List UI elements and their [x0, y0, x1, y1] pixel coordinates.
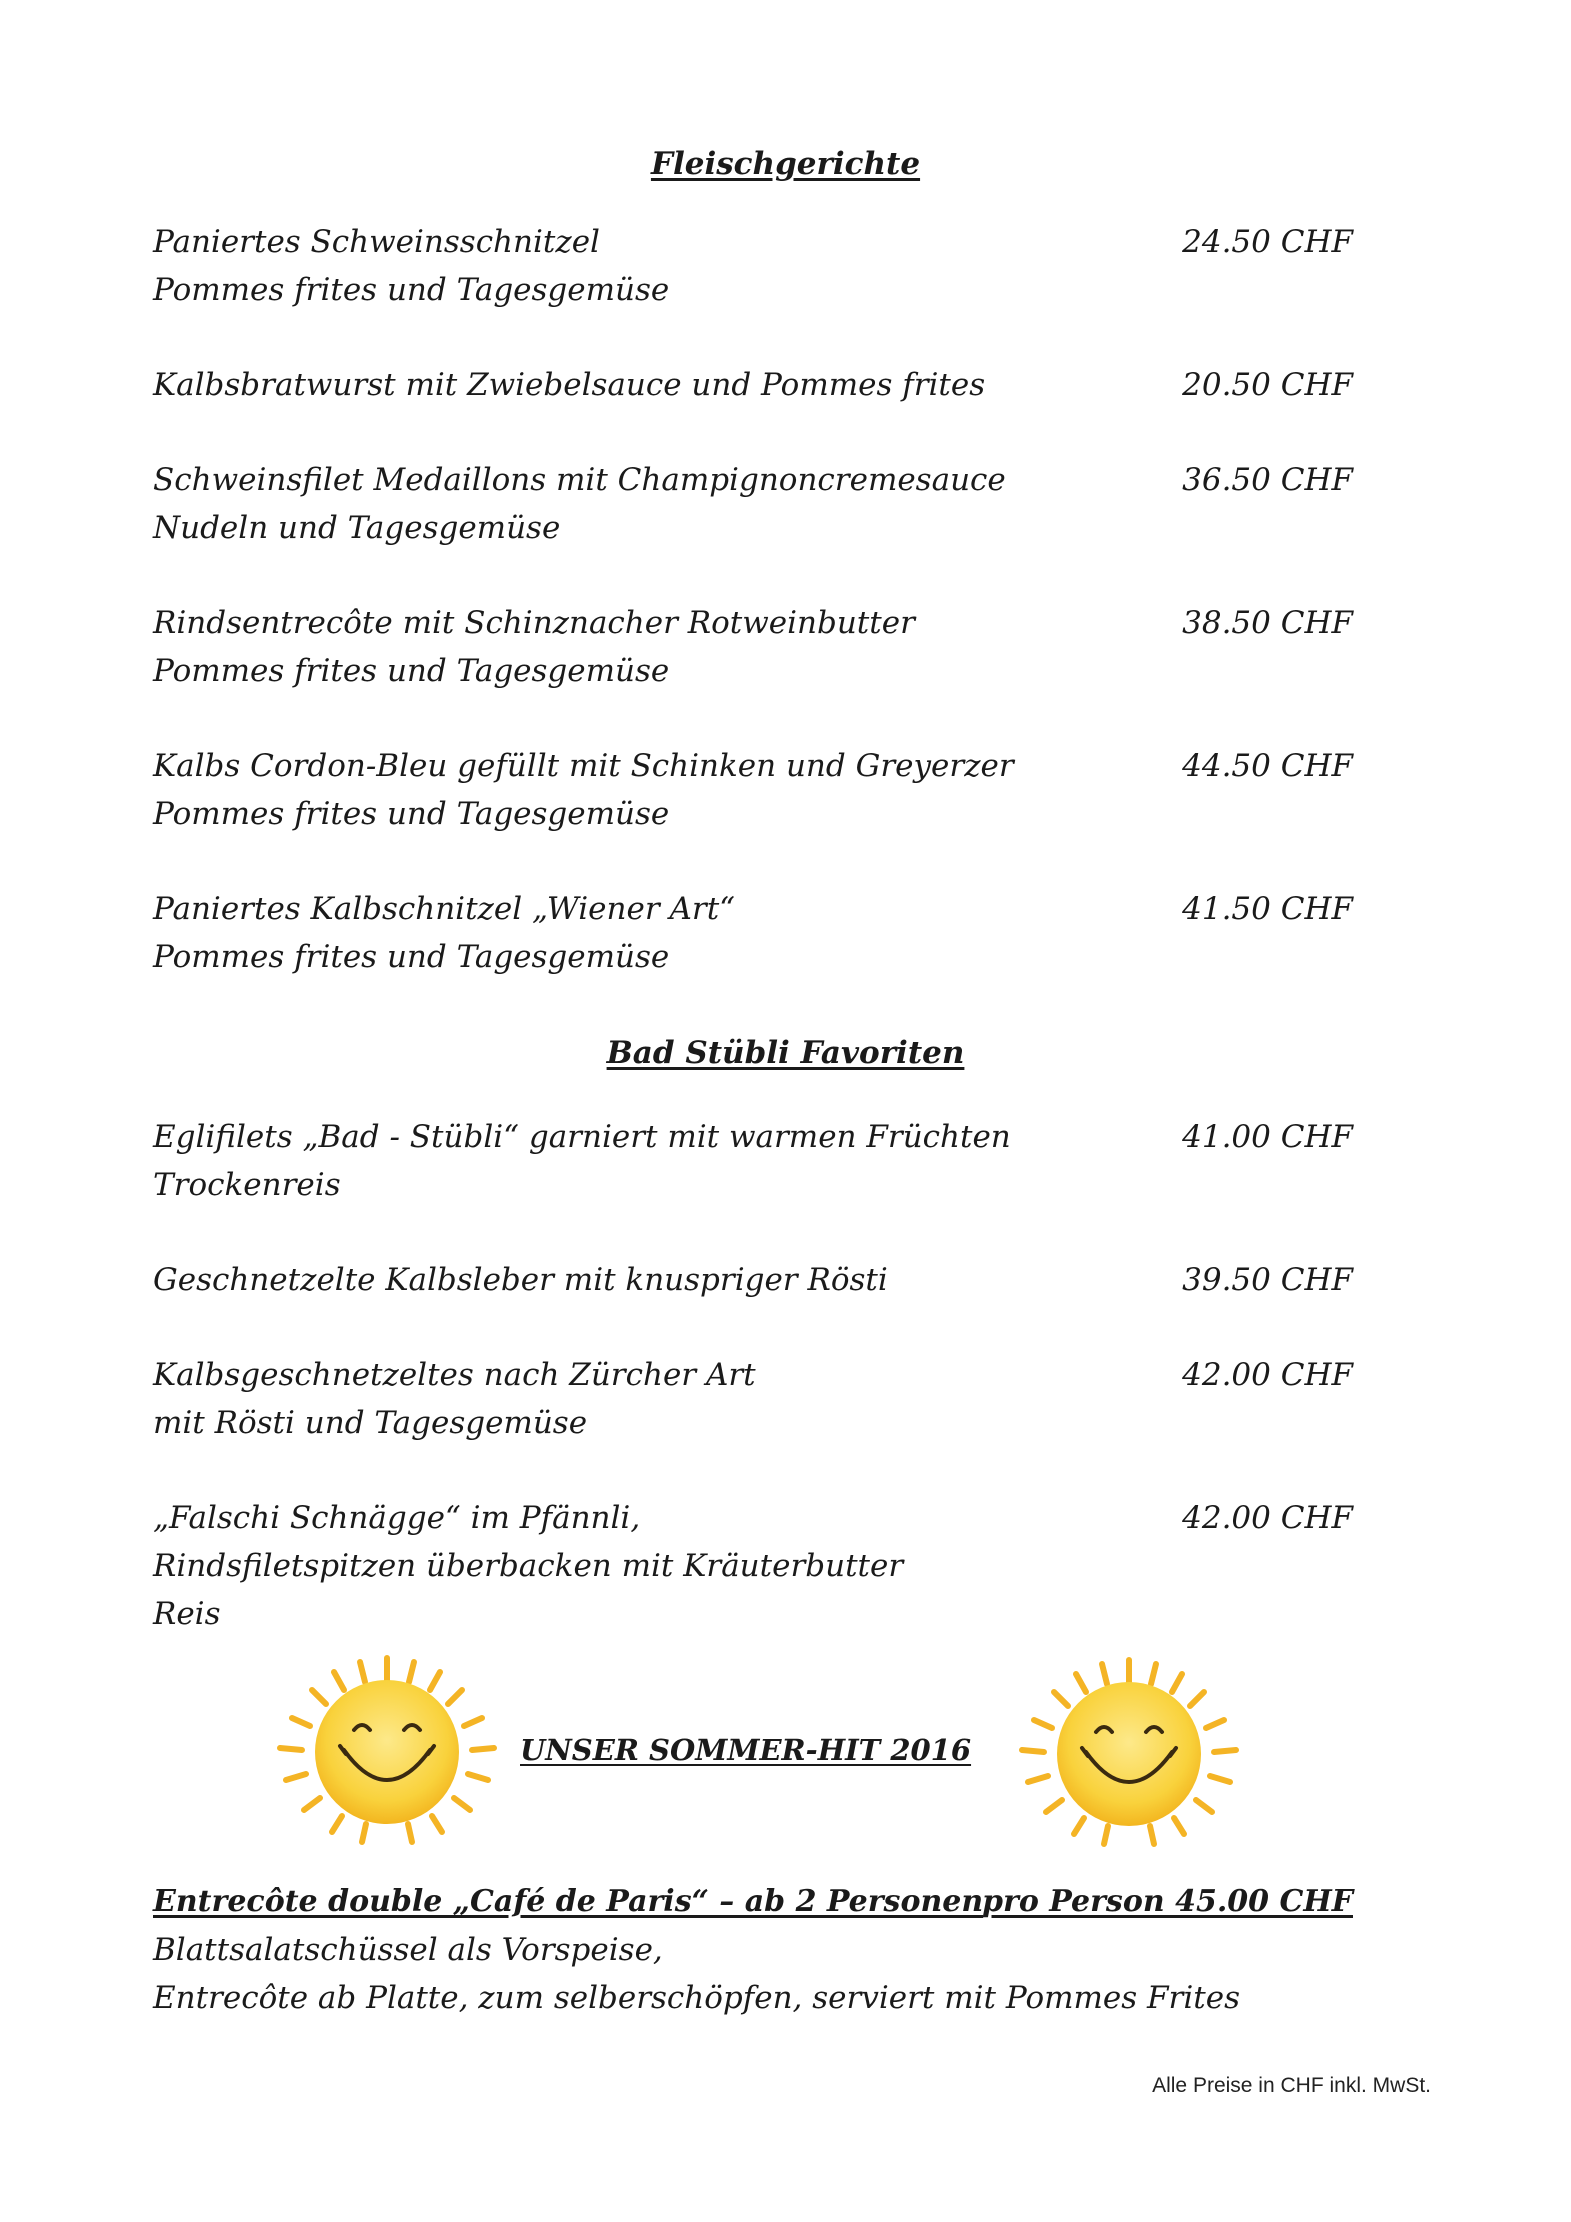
menu-item-meat-4	[153, 599, 1353, 695]
menu-item-favorite-3	[153, 1351, 1353, 1447]
smiling-sun-icon	[262, 1650, 512, 1850]
summer-hit-title: UNSER SOMMER-HIT 2016	[520, 1733, 972, 1767]
item-description: Pommes frites und Tagesgemüse	[153, 796, 670, 832]
item-price: 36.50 CHF	[1182, 462, 1353, 498]
item-description: Trockenreis	[153, 1167, 341, 1203]
menu-item-meat-6	[153, 885, 1353, 981]
item-description: Reis	[153, 1596, 221, 1632]
price-note: Alle Preise in CHF inkl. MwSt.	[1152, 2074, 1431, 2097]
item-price: 24.50 CHF	[1182, 224, 1353, 260]
item-name: Kalbs Cordon-Bleu gefüllt mit Schinken und Greyerzer	[153, 748, 1014, 784]
item-price: 41.50 CHF	[1182, 891, 1353, 927]
item-price: 42.00 CHF	[1182, 1357, 1353, 1393]
item-name: Paniertes Schweinsschnitzel	[153, 224, 600, 260]
item-name: Rindsentrecôte mit Schinznacher Rotweinbutter	[153, 605, 915, 641]
item-name: Kalbsbratwurst mit Zwiebelsauce und Pommes frites	[153, 367, 986, 403]
summer-special	[153, 1878, 1353, 2022]
item-price: 38.50 CHF	[1182, 605, 1353, 641]
item-price: 20.50 CHF	[1182, 367, 1353, 403]
item-description: Rindsfiletspitzen überbacken mit Kräuterbutter	[153, 1548, 904, 1584]
menu-item-meat-1	[153, 218, 1353, 314]
item-price: 39.50 CHF	[1182, 1262, 1353, 1298]
item-description: mit Rösti und Tagesgemüse	[153, 1405, 588, 1441]
section-title-favorites: Bad Stübli Favoriten	[606, 1035, 965, 1071]
item-description: Pommes frites und Tagesgemüse	[153, 272, 670, 308]
menu-item-favorite-1	[153, 1113, 1353, 1209]
summer-special-line-1: Blattsalatschüssel als Vorspeise,	[153, 1932, 663, 1968]
item-name: Geschnetzelte Kalbsleber mit knuspriger Rösti	[153, 1262, 888, 1298]
smiling-sun-icon	[1004, 1652, 1254, 1852]
menu-item-favorite-2	[153, 1256, 1353, 1304]
menu-item-meat-3	[153, 456, 1353, 552]
menu-item-meat-2	[153, 361, 1353, 409]
item-price: 44.50 CHF	[1182, 748, 1353, 784]
item-description: Pommes frites und Tagesgemüse	[153, 653, 670, 689]
summer-special-headline: Entrecôte double „Café de Paris“ – ab 2 Personen	[153, 1884, 984, 1919]
summer-special-price: pro Person 45.00 CHF	[982, 1884, 1353, 1919]
item-name: „Falschi Schnägge“ im Pfännli,	[153, 1500, 641, 1536]
summer-special-line-2: Entrecôte ab Platte, zum selberschöpfen, serviert mit Pommes Frites	[153, 1980, 1240, 2016]
menu-item-favorite-4	[153, 1494, 1353, 1638]
item-name: Schweinsfilet Medaillons mit Champignoncremesauce	[153, 462, 1006, 498]
item-description: Pommes frites und Tagesgemüse	[153, 939, 670, 975]
item-price: 42.00 CHF	[1182, 1500, 1353, 1536]
item-name: Kalbsgeschnetzeltes nach Zürcher Art	[153, 1357, 756, 1393]
item-price: 41.00 CHF	[1182, 1119, 1353, 1155]
item-name: Eglifilets „Bad - Stübli“ garniert mit warmen Früchten	[153, 1119, 1011, 1155]
section-title-meat: Fleischgerichte	[650, 146, 921, 182]
item-name: Paniertes Kalbschnitzel „Wiener Art“	[153, 891, 736, 927]
menu-item-meat-5	[153, 742, 1353, 838]
item-description: Nudeln und Tagesgemüse	[153, 510, 561, 546]
